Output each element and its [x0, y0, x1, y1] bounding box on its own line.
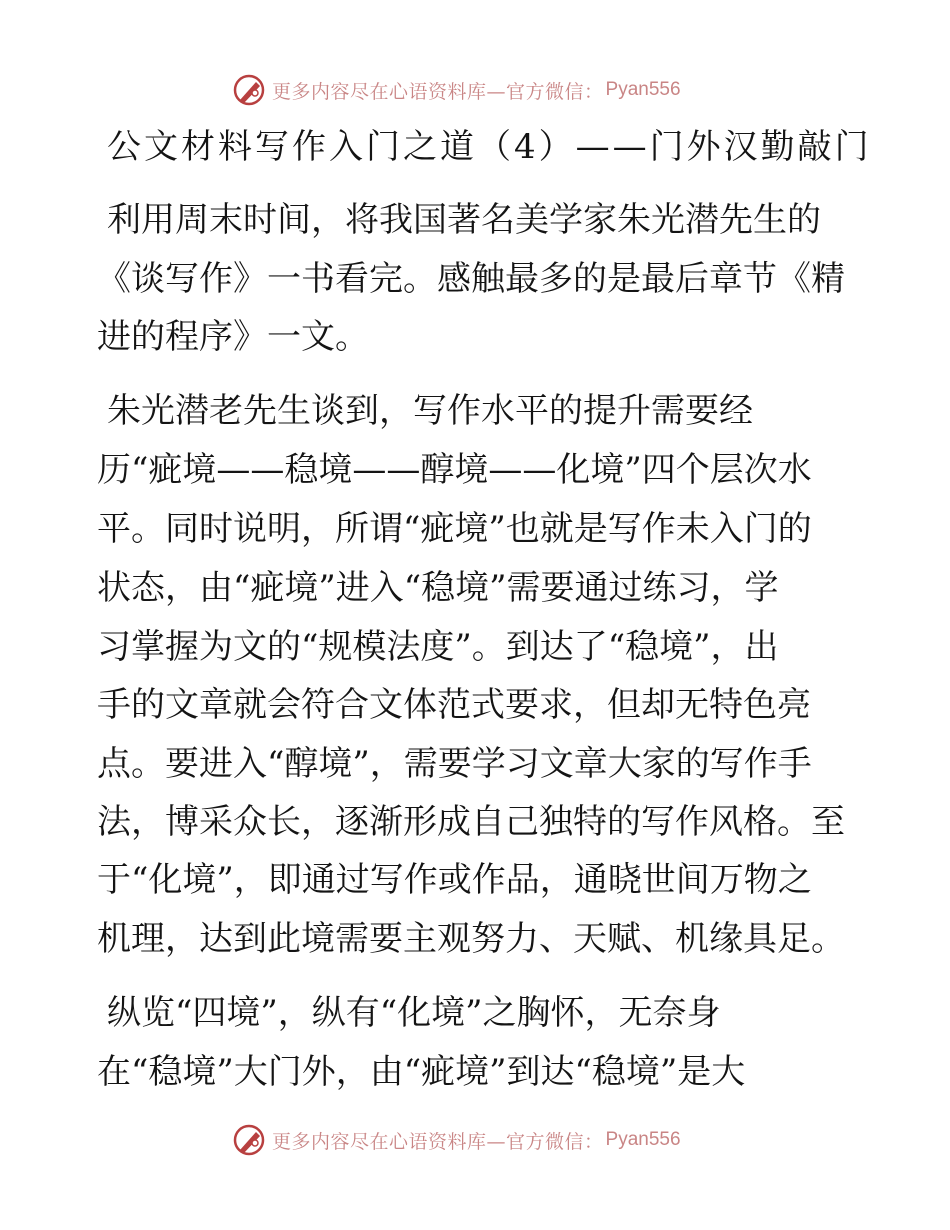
paragraph-line: 利用周末时间，将我国著名美学家朱光潜先生的 [107, 200, 821, 240]
paragraph-line: 在“稳境”大门外，由“疵境”到达“稳境”是大 [97, 1052, 746, 1092]
paragraph-line: 历“疵境——稳境——醇境——化境”四个层次水 [97, 450, 812, 490]
paragraph-line: 机理，达到此境需要主观努力、天赋、机缘具足。 [97, 919, 845, 959]
header-watermark [232, 72, 752, 108]
document-title: 公文材料写作入门之道（4）——门外汉勤敲门 [107, 127, 872, 167]
watermark-text: 更多内容尽在心语资料库—官方微信： [272, 80, 604, 103]
pen-logo-icon [232, 1123, 266, 1157]
paragraph-line: 习掌握为文的“规模法度”。到达了“稳境”，出 [97, 627, 779, 667]
paragraph-line: 法，博采众长，逐渐形成自己独特的写作风格。至 [97, 802, 845, 842]
paragraph-line: 于“化境”，即通过写作或作品，通晓世间万物之 [97, 860, 812, 900]
paragraph-line: 纵览“四境”，纵有“化境”之胸怀，无奈身 [107, 993, 721, 1033]
footer-watermark [232, 1122, 752, 1158]
paragraph-line: 《谈写作》一书看完。感触最多的是最后章节《精 [97, 259, 845, 299]
paragraph-line: 进的程序》一文。 [97, 317, 369, 357]
watermark-handle: Pyan556 [605, 79, 681, 100]
pen-logo-icon [232, 73, 266, 107]
watermark-text: 更多内容尽在心语资料库—官方微信： [272, 1130, 604, 1153]
paragraph-line: 点。要进入“醇境”，需要学习文章大家的写作手 [97, 744, 812, 784]
paragraph-line: 状态，由“疵境”进入“稳境”需要通过练习，学 [97, 568, 779, 608]
paragraph-line: 平。同时说明，所谓“疵境”也就是写作未入门的 [97, 509, 812, 549]
paragraph-line: 朱光潜老先生谈到，写作水平的提升需要经 [107, 391, 753, 431]
watermark-handle: Pyan556 [605, 1129, 681, 1150]
paragraph-line: 手的文章就会符合文体范式要求，但却无特色亮 [97, 685, 811, 725]
